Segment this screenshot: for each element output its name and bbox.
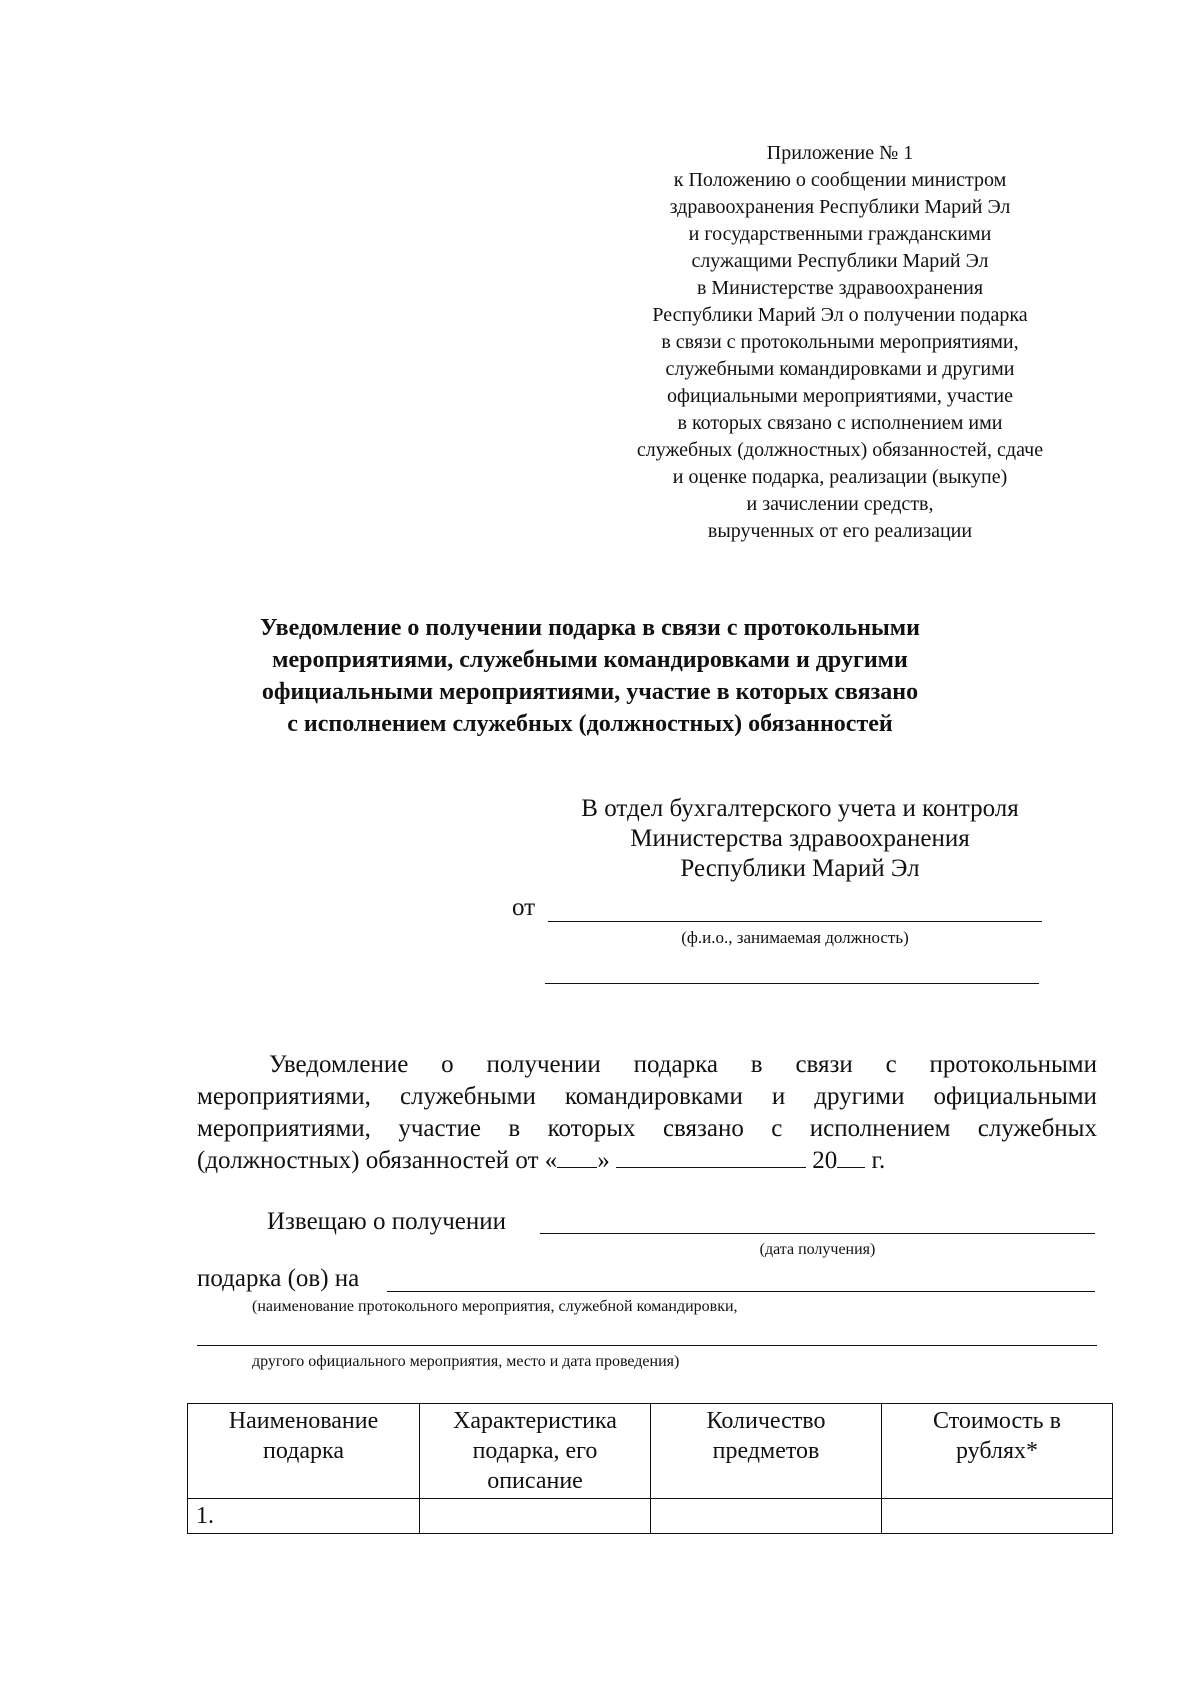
word: участие bbox=[398, 1115, 481, 1142]
title-line: с исполнением служебных (должностных) обязанностей bbox=[287, 711, 893, 737]
word: которых bbox=[547, 1115, 636, 1142]
event-caption-1: (наименование протокольного мероприятия, служебной командировки, bbox=[252, 1298, 738, 1315]
word: получении bbox=[486, 1051, 601, 1078]
word: другими bbox=[814, 1083, 905, 1110]
appendix-line: к Положению о сообщении министром bbox=[673, 169, 1007, 191]
addressee-line: Министерства здравоохранения bbox=[630, 825, 970, 852]
word: мероприятиями, bbox=[197, 1115, 371, 1142]
appendix-block bbox=[600, 140, 1080, 545]
addressee-block bbox=[540, 794, 1060, 884]
event-details-field[interactable] bbox=[197, 1345, 1097, 1346]
word: связано bbox=[662, 1115, 744, 1142]
word: служебными bbox=[399, 1083, 536, 1110]
quantity-cell[interactable] bbox=[651, 1499, 882, 1534]
word: связи bbox=[795, 1051, 853, 1078]
year-field[interactable] bbox=[837, 1145, 865, 1168]
day-field[interactable] bbox=[557, 1145, 597, 1168]
word: исполнением bbox=[809, 1115, 951, 1142]
word: в bbox=[508, 1115, 521, 1142]
addressee-line: Республики Марий Эл bbox=[680, 855, 920, 882]
appendix-line: в которых связано с исполнением ими bbox=[677, 412, 1003, 434]
quote-close: » bbox=[597, 1147, 610, 1174]
appendix-line: служащими Республики Марий Эл bbox=[691, 250, 989, 272]
title-line: официальными мероприятиями, участие в которых связано bbox=[261, 679, 919, 705]
table-header-row bbox=[188, 1404, 1113, 1499]
from-caption: (ф.и.о., занимаемая должность) bbox=[681, 928, 909, 947]
word: подарка bbox=[633, 1051, 718, 1078]
gifts-table bbox=[187, 1403, 1113, 1534]
appendix-line: Республики Марий Эл о получении подарка bbox=[652, 304, 1028, 326]
appendix-line: служебных (должностных) обязанностей, сдаче bbox=[636, 439, 1044, 461]
year-prefix: 20 bbox=[812, 1147, 838, 1174]
word: протокольными bbox=[929, 1051, 1097, 1078]
word: с bbox=[771, 1115, 783, 1142]
appendix-line: и зачислении средств, bbox=[746, 493, 934, 515]
paragraph-line-2 bbox=[197, 1081, 1097, 1113]
word: служебных bbox=[977, 1115, 1097, 1142]
receipt-date-field[interactable] bbox=[540, 1233, 1095, 1234]
description-cell[interactable] bbox=[420, 1499, 651, 1534]
addressee-line: В отдел бухгалтерского учета и контроля bbox=[581, 795, 1019, 822]
word: в bbox=[750, 1051, 763, 1078]
received-label: Извещаю о получении bbox=[267, 1208, 507, 1235]
gift-label: подарка (ов) на bbox=[197, 1265, 360, 1292]
appendix-line: вырученных от его реализации bbox=[707, 520, 973, 542]
from-name-field[interactable] bbox=[548, 921, 1042, 922]
word: официальными bbox=[933, 1083, 1097, 1110]
document-title bbox=[170, 612, 1010, 740]
paragraph-line-4 bbox=[197, 1145, 1097, 1177]
title-line: мероприятиями, служебными командировками и другими bbox=[272, 647, 908, 673]
header-gift-name: Наименование подарка bbox=[188, 1404, 420, 1499]
paragraph-line-3 bbox=[197, 1113, 1097, 1145]
appendix-line: здравоохранения Республики Марий Эл bbox=[669, 196, 1011, 218]
appendix-line: в связи с протокольными мероприятиями, bbox=[661, 331, 1019, 353]
header-gift-description: Характеристика подарка, его описание bbox=[420, 1404, 651, 1499]
table-row bbox=[188, 1499, 1113, 1534]
date-prefix: (должностных) обязанностей от « bbox=[197, 1147, 558, 1174]
paragraph-line-1 bbox=[197, 1049, 1097, 1081]
appendix-line: и оценке подарка, реализации (выкупе) bbox=[672, 466, 1008, 488]
month-field[interactable] bbox=[616, 1145, 806, 1168]
appendix-line: Приложение № 1 bbox=[766, 142, 914, 164]
word: и bbox=[771, 1083, 786, 1110]
word: командировками bbox=[564, 1083, 743, 1110]
notification-paragraph bbox=[197, 1049, 1097, 1177]
cost-cell[interactable] bbox=[882, 1499, 1113, 1534]
header-cost: Стоимость в рублях* bbox=[882, 1404, 1113, 1499]
appendix-line: в Министерстве здравоохранения bbox=[696, 277, 984, 299]
appendix-line: официальными мероприятиями, участие bbox=[667, 385, 1013, 407]
year-suffix: г. bbox=[871, 1147, 886, 1174]
word: с bbox=[885, 1051, 897, 1078]
row-number-cell[interactable]: 1. bbox=[188, 1499, 420, 1534]
header-quantity: Количество предметов bbox=[651, 1404, 882, 1499]
from-extra-field[interactable] bbox=[545, 983, 1039, 984]
appendix-line: служебными командировками и другими bbox=[665, 358, 1015, 380]
event-name-field[interactable] bbox=[387, 1291, 1095, 1292]
from-label: от bbox=[512, 894, 536, 921]
event-caption-2: другого официального мероприятия, место и дата проведения) bbox=[252, 1353, 680, 1370]
appendix-line: и государственными гражданскими bbox=[688, 223, 992, 245]
word: Уведомление bbox=[269, 1051, 409, 1078]
word: мероприятиями, bbox=[197, 1083, 371, 1110]
date-caption: (дата получения) bbox=[759, 1241, 876, 1258]
title-line: Уведомление о получении подарка в связи с протокольными bbox=[260, 615, 920, 641]
word: о bbox=[441, 1051, 454, 1078]
